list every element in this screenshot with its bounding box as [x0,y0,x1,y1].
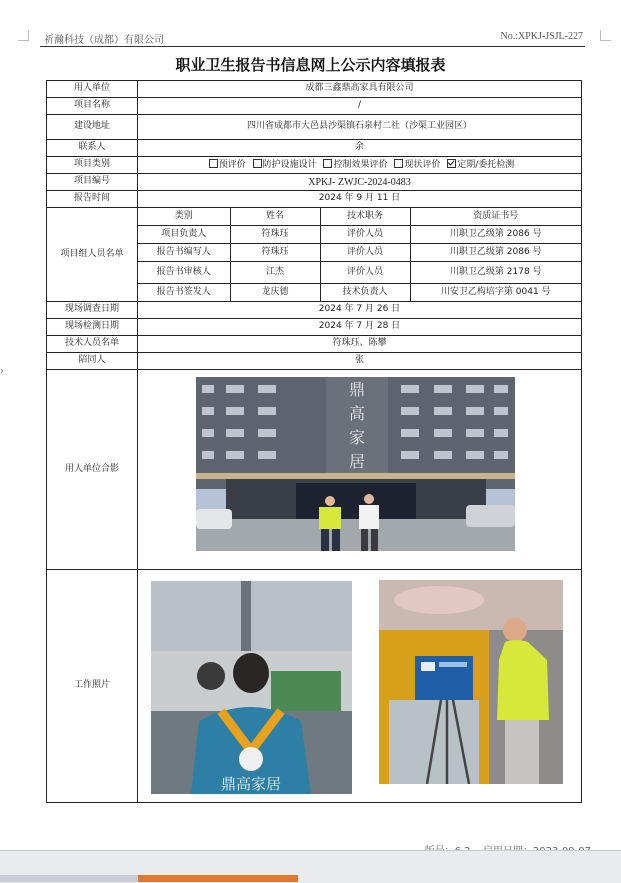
survey-date-label: 现场调查日期 [47,302,138,319]
team-cell [138,208,582,302]
chevron-right-icon[interactable]: › [0,366,4,377]
member-cert: 川职卫乙级第 2086 号 [410,226,581,244]
member-title: 技术负责人 [320,284,410,302]
category-option[interactable]: 定期/委托检测 [443,160,514,170]
team-label: 项目组人员名单 [47,208,138,302]
employer-label: 用人单位 [47,81,138,98]
test-date-label: 现场检测日期 [47,319,138,336]
tech-staff-value: 符珠珏、陈攀 [138,336,582,353]
employer-value: 成都三鑫鼎高家具有限公司 [138,81,582,98]
header-divider [40,46,585,47]
project-no-label: 项目编号 [47,174,138,191]
checkbox-icon[interactable] [253,159,262,168]
checkbox-icon[interactable] [209,159,218,168]
category-option[interactable]: 预评价 [205,160,246,170]
sign-char: 居 [348,452,366,471]
member-name: 符珠珏 [230,244,320,262]
viewer-scrollbar-thumb[interactable] [138,875,298,882]
sign-char: 高 [348,404,366,423]
team-header: 类别 [138,208,230,226]
table-row [138,226,581,244]
member-cert: 川职卫乙级第 2178 号 [410,262,581,284]
project-name-value: / [138,98,582,115]
checkbox-icon[interactable] [394,159,403,168]
category-option[interactable]: 控制效果评价 [319,160,387,170]
address-label: 建设地址 [47,115,138,140]
group-photo [196,377,515,551]
member-cert: 川安卫乙构培字第 0041 号 [410,284,581,302]
vest-text: 鼎高家居 [220,775,282,793]
team-header: 技术职务 [320,208,410,226]
category-options [138,157,582,174]
sign-char: 鼎 [348,380,366,399]
work-photos-label: 工作照片 [47,570,138,803]
viewer-scrollbar-track[interactable] [0,875,138,882]
team-header: 姓名 [230,208,320,226]
contact-value: 余 [138,140,582,157]
group-photo-label: 用人单位合影 [47,370,138,570]
test-date-value: 2024 年 7 月 28 日 [138,319,582,336]
member-name: 符珠珏 [230,226,320,244]
table-row [138,262,581,284]
table-row [138,244,581,262]
page-corner-mark [18,30,29,41]
project-no-value: XPKJ- ZWJC-2024-0483 [138,174,582,191]
work-photo-sampling [151,581,352,794]
member-role: 报告书编写人 [138,244,230,262]
member-name: 龙庆德 [230,284,320,302]
team-header: 资质证书号 [410,208,581,226]
member-role: 项目负责人 [138,226,230,244]
table-row [138,284,581,302]
checkbox-icon[interactable] [323,159,332,168]
report-date-value: 2024 年 9 月 11 日 [138,191,582,208]
category-label: 项目类别 [47,157,138,174]
page-corner-mark [600,30,611,41]
member-title: 评价人员 [320,226,410,244]
member-title: 评价人员 [320,244,410,262]
survey-date-value: 2024 年 7 月 26 日 [138,302,582,319]
contact-label: 联系人 [47,140,138,157]
escort-label: 陪同人 [47,353,138,370]
work-photo-monitoring-image [379,580,563,784]
header-company: 祈瀚科技（成都）有限公司 [44,35,164,46]
sign-char: 家 [348,428,366,447]
document-title: 职业卫生报告书信息网上公示内容填报表 [175,56,446,74]
escort-value: 张 [138,353,582,370]
member-role: 报告书签发人 [138,284,230,302]
work-photo-sampling-image [151,581,352,794]
category-option[interactable]: 现状评价 [390,160,440,170]
checkbox-checked-icon[interactable] [447,159,456,168]
group-photo-image [196,377,515,551]
project-name-label: 项目名称 [47,98,138,115]
tech-staff-label: 技术人员名单 [47,336,138,353]
team-header-row [138,208,581,226]
member-title: 评价人员 [320,262,410,284]
report-date-label: 报告时间 [47,191,138,208]
header-doc-number: No.:XPKJ-JSJL-227 [500,31,583,42]
member-cert: 川职卫乙级第 2086 号 [410,244,581,262]
member-name: 江杰 [230,262,320,284]
address-value: 四川省成都市大邑县沙渠镇石泉村二社（沙渠工业园区） [138,115,582,140]
team-table [138,208,581,301]
work-photo-monitoring [379,580,563,784]
member-role: 报告书审核人 [138,262,230,284]
category-option[interactable]: 防护设施设计 [249,160,317,170]
